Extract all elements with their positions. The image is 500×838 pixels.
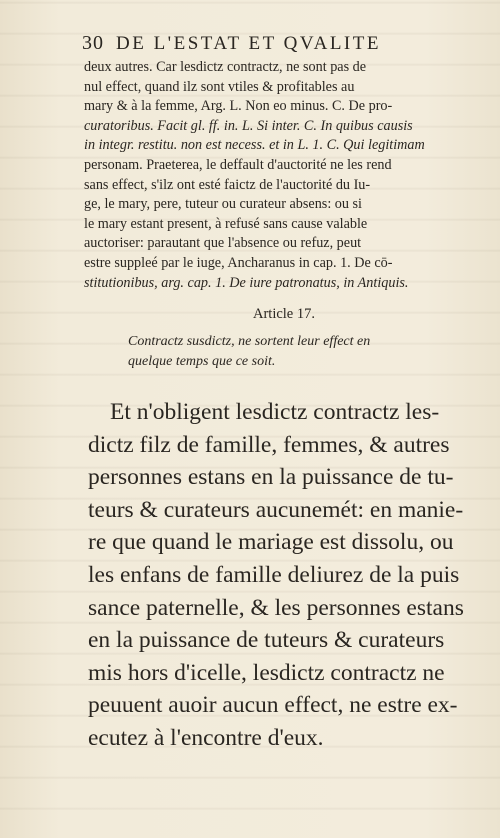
gloss-line: mary & à la femme, Arg. L. Non eo minus. C. De pro-	[84, 98, 393, 115]
gloss-line: nul effect, quand ilz sont vtiles & profitables au	[84, 78, 355, 95]
main-text	[88, 396, 483, 755]
page-header	[82, 32, 482, 55]
gloss-line: stitutionibus, arg. cap. 1. De iure patronatus, in Antiquis.	[84, 274, 409, 291]
summary-line: quelque temps que ce soit.	[128, 354, 276, 369]
gloss-commentary	[84, 58, 484, 293]
gloss-line: in integr. restitu. non est necess. et in L. 1. C. Qui legitimam	[84, 137, 425, 154]
running-title: DE L'ESTAT ET QVALITE	[116, 33, 381, 54]
main-text-line: ecutez à l'encontre d'eux.	[88, 724, 324, 751]
folio-number: 30	[82, 32, 104, 54]
main-text-line: en la puissance de tuteurs & curateurs	[88, 627, 445, 654]
main-text-line: dictz filz de famille, femmes, & autres	[88, 431, 450, 458]
summary-line: Contractz susdictz, ne sortent leur effect en	[128, 334, 371, 349]
main-text-line: mis hors d'icelle, lesdictz contractz ne	[88, 659, 445, 686]
gloss-line: auctoriser: parautant que l'absence ou refuz, peut	[84, 235, 362, 252]
main-text-line: sance paternelle, & les personnes estans	[88, 594, 464, 621]
main-text-line: Et n'obligent lesdictz contractz les-	[110, 399, 440, 425]
gloss-line: personam. Praeterea, le deffault d'auctorité ne les rend	[84, 156, 392, 173]
article-summary	[128, 332, 478, 372]
gloss-line: sans effect, s'ilz ont esté faictz de l'auctorité du Iu-	[84, 176, 371, 193]
article-heading: Article 17.	[252, 306, 315, 322]
gloss-line: ge, le mary, pere, tuteur ou curateur absens: ou si	[84, 196, 362, 213]
gloss-line: le mary estant present, à refusé sans cause valable	[84, 215, 368, 232]
main-text-line: teurs & curateurs aucunemét: en manie-	[88, 496, 464, 523]
gloss-line: deux autres. Car lesdictz contractz, ne sont pas de	[84, 59, 367, 75]
main-text-line: re que quand le mariage est dissolu, ou	[88, 529, 454, 556]
gloss-line: curatoribus. Facit gl. ff. in. L. Si inter. C. In quibus causis	[84, 117, 413, 134]
main-text-line: peuuent auoir aucun effect, ne estre ex-	[88, 692, 458, 719]
gloss-line: estre suppleé par le iuge, Ancharanus in cap. 1. De cō-	[84, 254, 393, 271]
main-text-line: les enfans de famille deliurez de la puis	[88, 561, 460, 588]
main-text-line: personnes estans en la puissance de tu-	[88, 464, 454, 491]
